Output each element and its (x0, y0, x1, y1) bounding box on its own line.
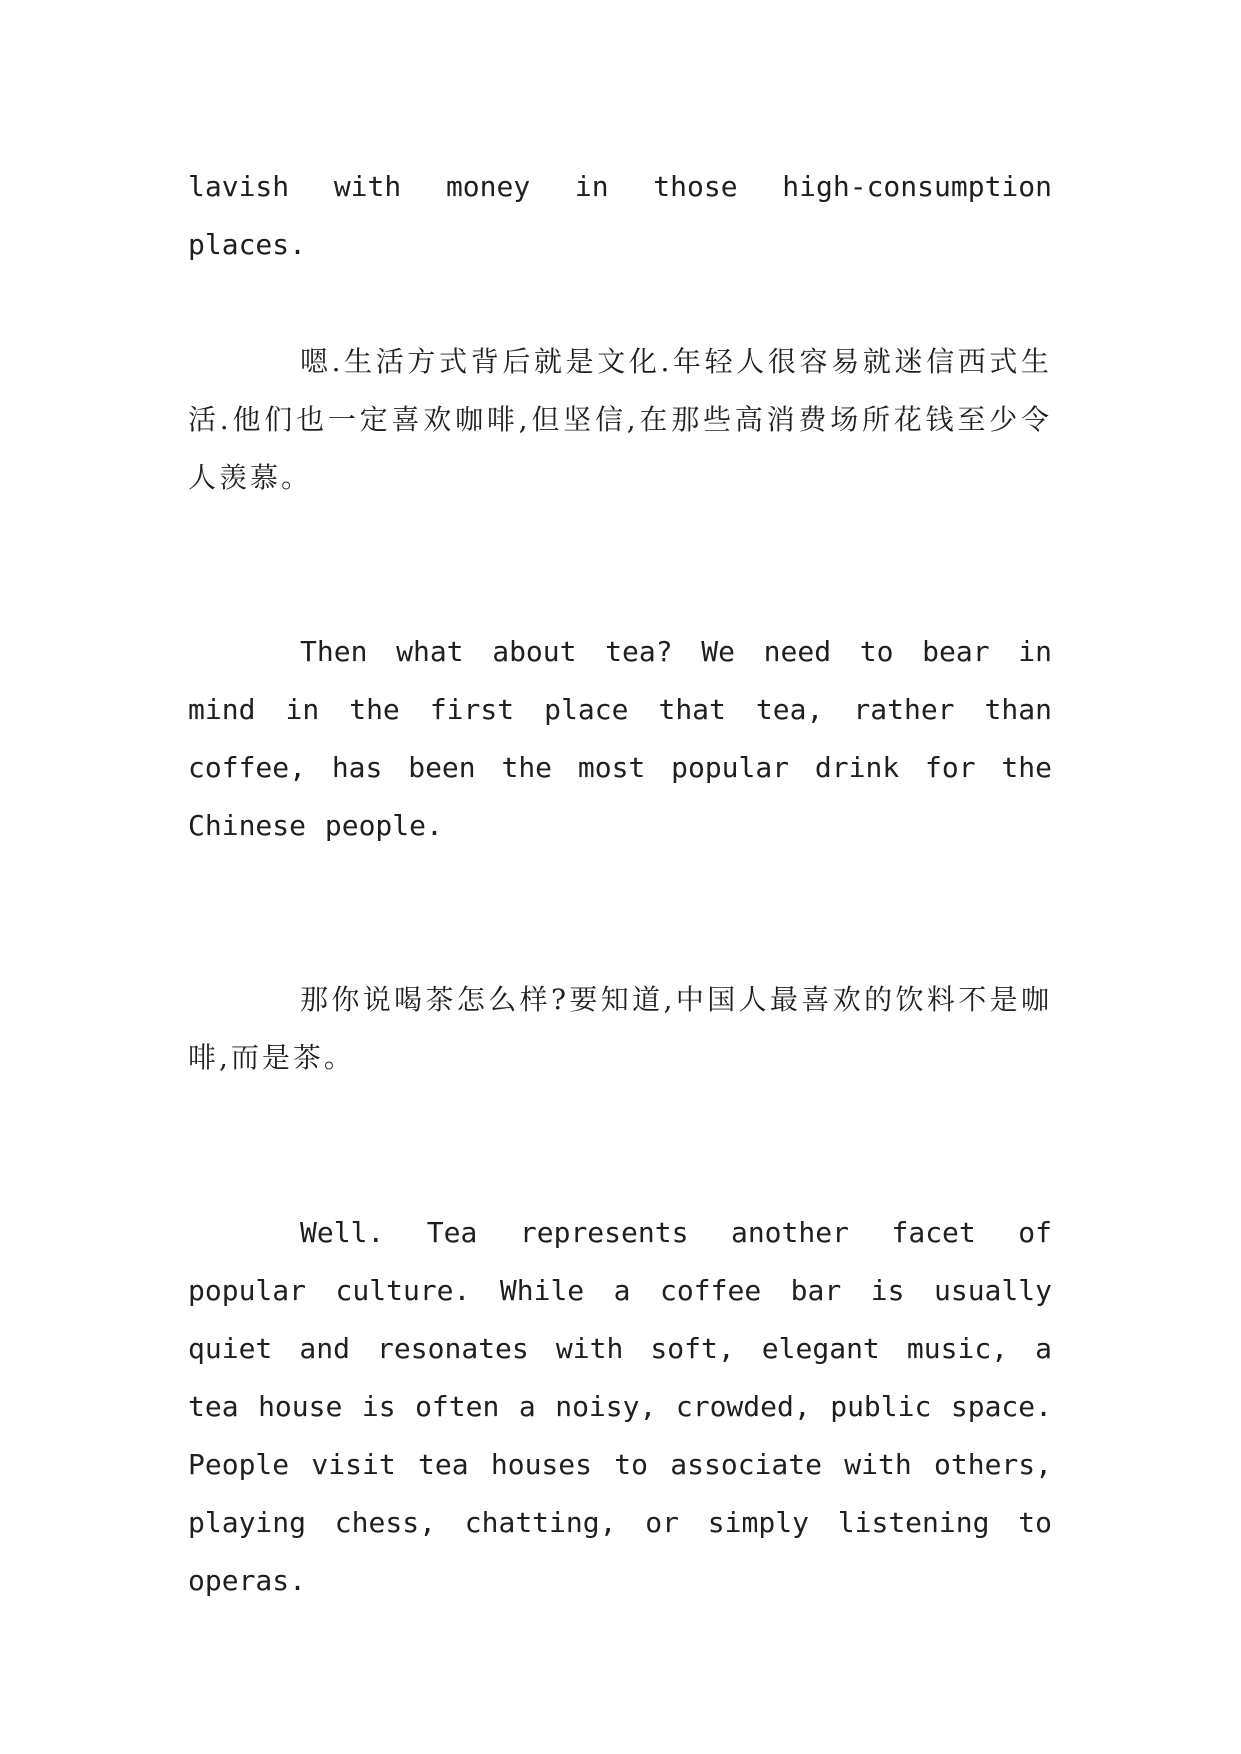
paragraph-chinese-tea: 那你说喝茶怎么样?要知道,中国人最喜欢的饮料不是咖啡,而是茶。 (188, 983, 1052, 1074)
paragraph-tea-culture: Well. Tea represents another facet of popular culture. While a coffee bar is usually quiet and resonates with soft, elegant music, a tea house is often a noisy, crowded, public space. People visit tea houses to associate with others, playing chess, chatting, or simply listening to operas. (188, 1216, 1052, 1597)
paragraph-tea-question: Then what about tea? We need to bear in mind in the first place that tea, rather than coffee, has been the most popular drink for the Chinese people. (188, 635, 1052, 842)
paragraph-chinese-lifestyle: 嗯.生活方式背后就是文化.年轻人很容易就迷信西式生活.他们也一定喜欢咖啡,但坚信,在那些高消费场所花钱至少令人羡慕。 (188, 345, 1052, 494)
paragraph-continuation: lavish with money in those high-consumption places. (188, 170, 1052, 261)
